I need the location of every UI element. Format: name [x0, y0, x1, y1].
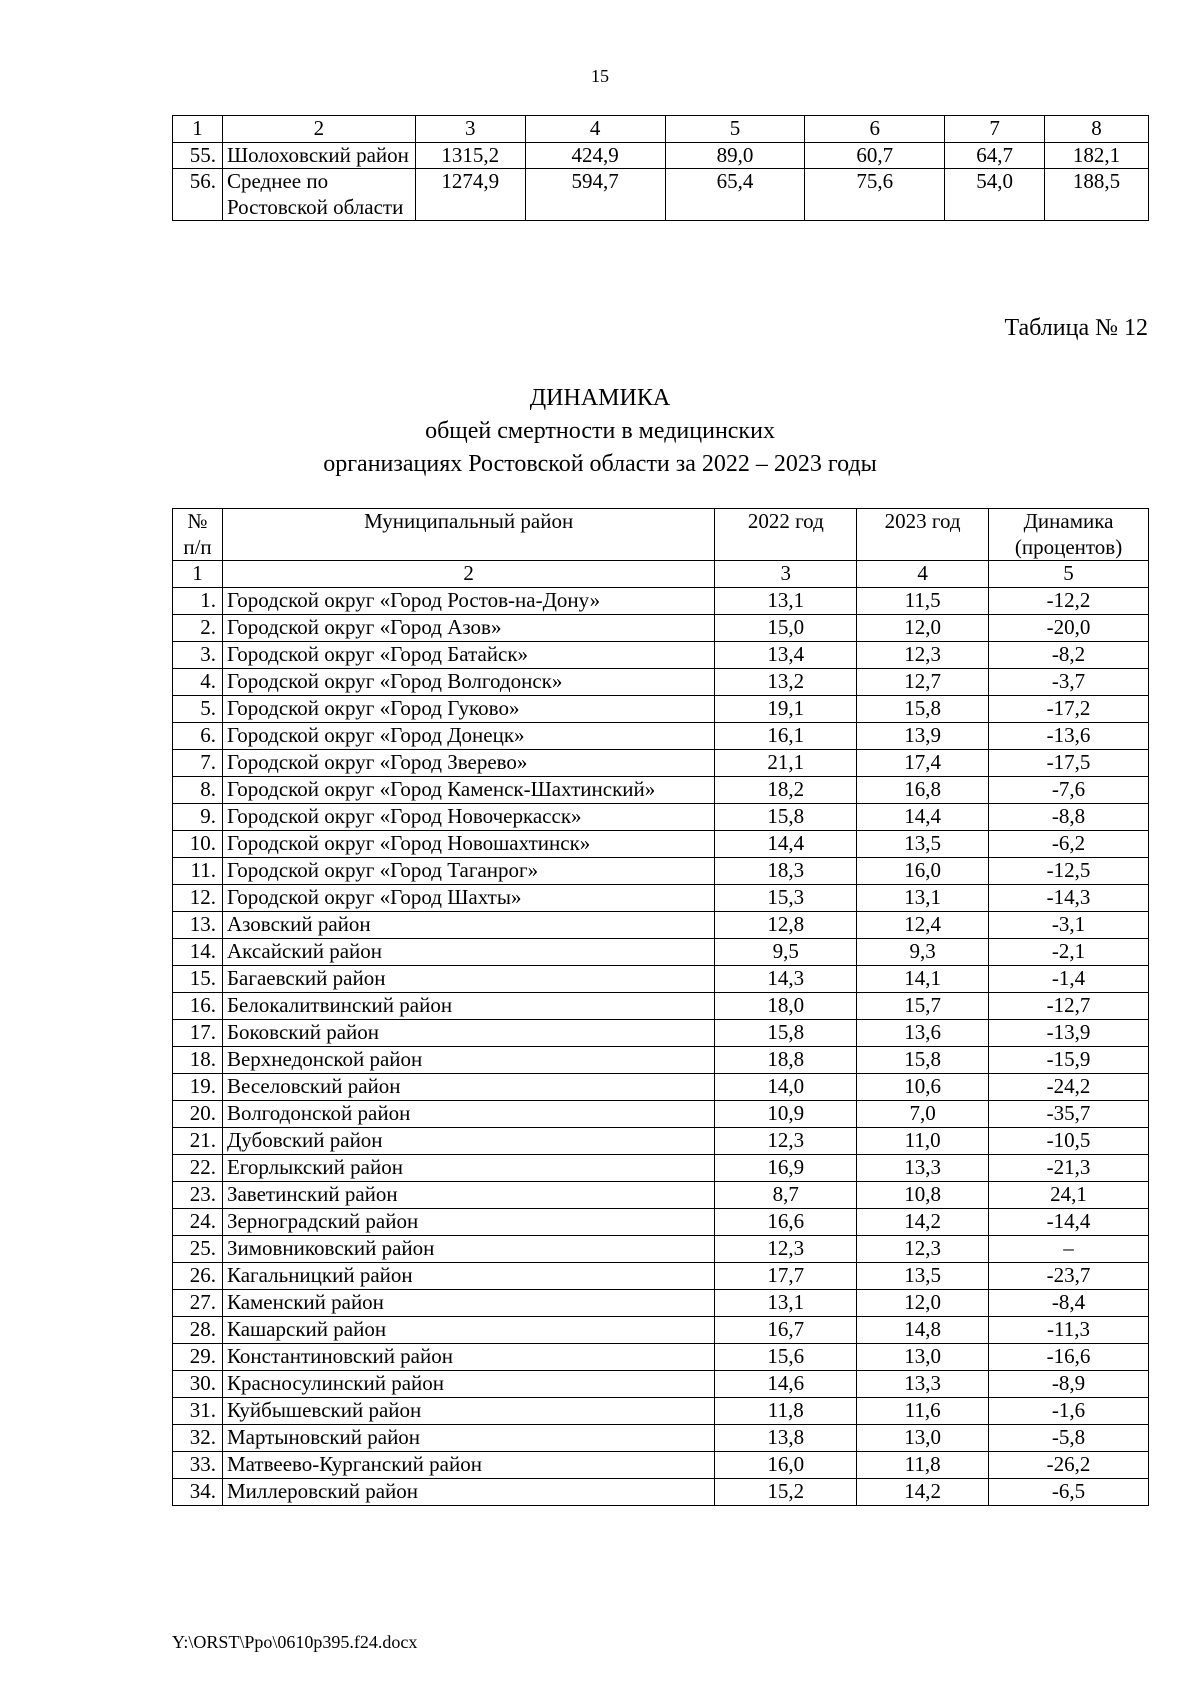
- value-dynamics: -8,9: [989, 1371, 1149, 1398]
- table-row: [173, 858, 1149, 885]
- row-number: 55.: [173, 142, 223, 169]
- value-dynamics: -26,2: [989, 1452, 1149, 1479]
- value-2023: 14,4: [857, 804, 989, 831]
- district-name: Багаевский район: [222, 966, 714, 993]
- column-number: 2: [222, 116, 415, 143]
- row-label: Шолоховский район: [222, 142, 415, 169]
- row-number: 32.: [173, 1425, 223, 1452]
- value-2023: 14,2: [857, 1209, 989, 1236]
- row-number: 20.: [173, 1101, 223, 1128]
- value-2023: 15,8: [857, 1047, 989, 1074]
- value-2023: 15,7: [857, 993, 989, 1020]
- table-row: [173, 669, 1149, 696]
- value-dynamics: -3,7: [989, 669, 1149, 696]
- value-2022: 13,1: [715, 588, 857, 615]
- value-2023: 13,3: [857, 1371, 989, 1398]
- row-number: 10.: [173, 831, 223, 858]
- value-2023: 9,3: [857, 939, 989, 966]
- value-2022: 21,1: [715, 750, 857, 777]
- row-number: 34.: [173, 1479, 223, 1506]
- row-number: 56.: [173, 169, 223, 221]
- value-2022: 12,8: [715, 912, 857, 939]
- row-number: 12.: [173, 885, 223, 912]
- value-dynamics: -13,9: [989, 1020, 1149, 1047]
- value-2022: 13,2: [715, 669, 857, 696]
- table-row: [173, 696, 1149, 723]
- value-2022: 15,0: [715, 615, 857, 642]
- value-2023: 10,8: [857, 1182, 989, 1209]
- column-number: 5: [665, 116, 805, 143]
- value-dynamics: -3,1: [989, 912, 1149, 939]
- table-row: [173, 1128, 1149, 1155]
- value-2023: 12,4: [857, 912, 989, 939]
- value-2022: 13,4: [715, 642, 857, 669]
- table-row: [173, 966, 1149, 993]
- column-number: 7: [945, 116, 1045, 143]
- value-2022: 15,8: [715, 1020, 857, 1047]
- district-name: Городской округ «Город Таганрог»: [222, 858, 714, 885]
- row-number: 11.: [173, 858, 223, 885]
- value-2023: 13,3: [857, 1155, 989, 1182]
- footer-file-path: Y:\ORST\Ppo\0610p395.f24.docx: [172, 1632, 418, 1652]
- value-2022: 15,3: [715, 885, 857, 912]
- district-name: Красносулинский район: [222, 1371, 714, 1398]
- row-number: 19.: [173, 1074, 223, 1101]
- table-row: [173, 1020, 1149, 1047]
- row-number: 31.: [173, 1398, 223, 1425]
- district-name: Кагальницкий район: [222, 1263, 714, 1290]
- value-2023: 12,0: [857, 615, 989, 642]
- value-dynamics: -1,6: [989, 1398, 1149, 1425]
- value-2022: 14,0: [715, 1074, 857, 1101]
- column-number-row: [173, 116, 1149, 143]
- column-number: 3: [415, 116, 525, 143]
- row-value: 65,4: [665, 169, 805, 221]
- table-row: [173, 1398, 1149, 1425]
- column-number: 5: [989, 561, 1149, 588]
- district-name: Городской округ «Город Донецк»: [222, 723, 714, 750]
- table-row: [173, 1074, 1149, 1101]
- district-name: Куйбышевский район: [222, 1398, 714, 1425]
- district-name: Городской округ «Город Батайск»: [222, 642, 714, 669]
- title-line-2: общей смертности в медицинских: [425, 418, 775, 445]
- district-name: Верхнедонской район: [222, 1047, 714, 1074]
- header-2023: 2023 год: [857, 509, 989, 561]
- value-2022: 18,2: [715, 777, 857, 804]
- district-name: Азовский район: [222, 912, 714, 939]
- value-2023: 11,0: [857, 1128, 989, 1155]
- value-2022: 10,9: [715, 1101, 857, 1128]
- table-row: [173, 777, 1149, 804]
- row-value: 64,7: [945, 142, 1045, 169]
- table-row: [173, 831, 1149, 858]
- row-number: 1.: [173, 588, 223, 615]
- column-number: 4: [857, 561, 989, 588]
- row-number: 24.: [173, 1209, 223, 1236]
- value-2023: 13,0: [857, 1425, 989, 1452]
- value-2023: 11,6: [857, 1398, 989, 1425]
- district-name: Каменский район: [222, 1290, 714, 1317]
- district-name: Городской округ «Город Азов»: [222, 615, 714, 642]
- value-dynamics: -6,5: [989, 1479, 1149, 1506]
- value-2022: 9,5: [715, 939, 857, 966]
- district-name: Константиновский район: [222, 1344, 714, 1371]
- value-2022: 15,2: [715, 1479, 857, 1506]
- header-num: № п/п: [173, 509, 223, 561]
- table-row: [173, 169, 1149, 221]
- row-number: 28.: [173, 1317, 223, 1344]
- district-name: Заветинский район: [222, 1182, 714, 1209]
- table-row: [173, 1182, 1149, 1209]
- table-row: [173, 1344, 1149, 1371]
- value-2023: 12,3: [857, 1236, 989, 1263]
- value-2023: 13,1: [857, 885, 989, 912]
- row-number: 33.: [173, 1452, 223, 1479]
- row-number: 8.: [173, 777, 223, 804]
- value-dynamics: -7,6: [989, 777, 1149, 804]
- table-row: [173, 993, 1149, 1020]
- district-name: Аксайский район: [222, 939, 714, 966]
- value-2023: 13,9: [857, 723, 989, 750]
- district-name: Городской округ «Город Ростов-на-Дону»: [222, 588, 714, 615]
- row-number: 3.: [173, 642, 223, 669]
- row-number: 15.: [173, 966, 223, 993]
- row-number: 16.: [173, 993, 223, 1020]
- row-value: 594,7: [525, 169, 665, 221]
- row-value: 60,7: [805, 142, 945, 169]
- table-row: [173, 1209, 1149, 1236]
- table-header-row: [173, 509, 1149, 561]
- value-2023: 12,3: [857, 642, 989, 669]
- value-2022: 17,7: [715, 1263, 857, 1290]
- value-2022: 18,8: [715, 1047, 857, 1074]
- table-row: [173, 588, 1149, 615]
- value-dynamics: -14,4: [989, 1209, 1149, 1236]
- row-value: 188,5: [1045, 169, 1149, 221]
- table-row: [173, 1479, 1149, 1506]
- table-row: [173, 723, 1149, 750]
- row-number: 17.: [173, 1020, 223, 1047]
- value-dynamics: -13,6: [989, 723, 1149, 750]
- table-row: [173, 1236, 1149, 1263]
- column-number: 6: [805, 116, 945, 143]
- district-name: Городской округ «Город Волгодонск»: [222, 669, 714, 696]
- column-number: 3: [715, 561, 857, 588]
- value-dynamics: -8,8: [989, 804, 1149, 831]
- value-2023: 14,2: [857, 1479, 989, 1506]
- page-number: 15: [591, 66, 609, 86]
- value-2022: 18,0: [715, 993, 857, 1020]
- row-label: Среднее по Ростовской области: [222, 169, 415, 221]
- value-dynamics: -24,2: [989, 1074, 1149, 1101]
- value-dynamics: -23,7: [989, 1263, 1149, 1290]
- value-2023: 14,8: [857, 1317, 989, 1344]
- title-line-1: ДИНАМИКА: [529, 385, 671, 411]
- table-row: [173, 1452, 1149, 1479]
- column-number-row: [173, 561, 1149, 588]
- previous-table-continuation: [172, 115, 1149, 221]
- district-name: Егорлыкский район: [222, 1155, 714, 1182]
- value-2023: 16,8: [857, 777, 989, 804]
- table-row: [173, 1047, 1149, 1074]
- table-row: [173, 1263, 1149, 1290]
- value-2023: 15,8: [857, 696, 989, 723]
- value-2022: 16,7: [715, 1317, 857, 1344]
- value-dynamics: -35,7: [989, 1101, 1149, 1128]
- table-row: [173, 885, 1149, 912]
- row-number: 30.: [173, 1371, 223, 1398]
- value-2023: 13,0: [857, 1344, 989, 1371]
- column-number: 8: [1045, 116, 1149, 143]
- row-number: 13.: [173, 912, 223, 939]
- district-name: Матвеево-Курганский район: [222, 1452, 714, 1479]
- table-row: [173, 1155, 1149, 1182]
- row-number: 7.: [173, 750, 223, 777]
- district-name: Городской округ «Город Новошахтинск»: [222, 831, 714, 858]
- value-2022: 16,9: [715, 1155, 857, 1182]
- value-2022: 16,6: [715, 1209, 857, 1236]
- table-row: [173, 642, 1149, 669]
- mortality-table-body: [173, 509, 1149, 1506]
- title-line-3: организациях Ростовской области за 2022 – 2023 годы: [323, 451, 877, 478]
- value-2022: 14,3: [715, 966, 857, 993]
- district-name: Зимовниковский район: [222, 1236, 714, 1263]
- value-dynamics: 24,1: [989, 1182, 1149, 1209]
- value-2022: 11,8: [715, 1398, 857, 1425]
- district-name: Городской округ «Город Шахты»: [222, 885, 714, 912]
- value-dynamics: -12,7: [989, 993, 1149, 1020]
- value-2022: 15,8: [715, 804, 857, 831]
- district-name: Веселовский район: [222, 1074, 714, 1101]
- value-2023: 17,4: [857, 750, 989, 777]
- table-row: [173, 1101, 1149, 1128]
- district-name: Городской округ «Город Новочеркасск»: [222, 804, 714, 831]
- value-2022: 14,4: [715, 831, 857, 858]
- value-dynamics: -21,3: [989, 1155, 1149, 1182]
- district-name: Миллеровский район: [222, 1479, 714, 1506]
- value-2022: 16,1: [715, 723, 857, 750]
- value-2023: 14,1: [857, 966, 989, 993]
- district-name: Кашарский район: [222, 1317, 714, 1344]
- row-value: 89,0: [665, 142, 805, 169]
- value-2022: 19,1: [715, 696, 857, 723]
- table-row: [173, 804, 1149, 831]
- value-2022: 12,3: [715, 1236, 857, 1263]
- value-dynamics: -11,3: [989, 1317, 1149, 1344]
- table-row: [173, 1290, 1149, 1317]
- table-row: [173, 1317, 1149, 1344]
- row-number: 26.: [173, 1263, 223, 1290]
- row-number: 22.: [173, 1155, 223, 1182]
- value-dynamics: –: [989, 1236, 1149, 1263]
- value-2023: 11,8: [857, 1452, 989, 1479]
- table-row: [173, 939, 1149, 966]
- district-name: Дубовский район: [222, 1128, 714, 1155]
- row-value: 54,0: [945, 169, 1045, 221]
- value-2023: 12,0: [857, 1290, 989, 1317]
- row-value: 1274,9: [415, 169, 525, 221]
- value-dynamics: -20,0: [989, 615, 1149, 642]
- value-dynamics: -17,2: [989, 696, 1149, 723]
- district-name: Городской округ «Город Зверево»: [222, 750, 714, 777]
- district-name: Мартыновский район: [222, 1425, 714, 1452]
- district-name: Боковский район: [222, 1020, 714, 1047]
- value-2023: 13,5: [857, 1263, 989, 1290]
- value-2023: 7,0: [857, 1101, 989, 1128]
- mortality-table: [172, 508, 1149, 1506]
- value-2023: 13,5: [857, 831, 989, 858]
- value-2022: 13,8: [715, 1425, 857, 1452]
- district-name: Волгодонской район: [222, 1101, 714, 1128]
- value-2022: 15,6: [715, 1344, 857, 1371]
- row-number: 18.: [173, 1047, 223, 1074]
- value-dynamics: -8,4: [989, 1290, 1149, 1317]
- value-dynamics: -14,3: [989, 885, 1149, 912]
- row-number: 2.: [173, 615, 223, 642]
- value-dynamics: -1,4: [989, 966, 1149, 993]
- value-2022: 13,1: [715, 1290, 857, 1317]
- value-dynamics: -17,5: [989, 750, 1149, 777]
- row-number: 9.: [173, 804, 223, 831]
- header-dynamics: Динамика (процентов): [989, 509, 1149, 561]
- value-dynamics: -2,1: [989, 939, 1149, 966]
- value-2022: 16,0: [715, 1452, 857, 1479]
- table-row: [173, 1371, 1149, 1398]
- district-name: Белокалитвинский район: [222, 993, 714, 1020]
- row-value: 75,6: [805, 169, 945, 221]
- column-number: 1: [173, 116, 223, 143]
- column-number: 4: [525, 116, 665, 143]
- column-number: 2: [222, 561, 714, 588]
- row-number: 14.: [173, 939, 223, 966]
- table-title: [0, 382, 1200, 481]
- district-name: Городской округ «Город Каменск-Шахтинский»: [222, 777, 714, 804]
- previous-table-body: [173, 116, 1149, 221]
- table-row: [173, 615, 1149, 642]
- value-2022: 14,6: [715, 1371, 857, 1398]
- district-name: Зерноградский район: [222, 1209, 714, 1236]
- table-row: [173, 1425, 1149, 1452]
- value-2023: 10,6: [857, 1074, 989, 1101]
- row-value: 424,9: [525, 142, 665, 169]
- row-number: 25.: [173, 1236, 223, 1263]
- row-number: 5.: [173, 696, 223, 723]
- header-2022: 2022 год: [715, 509, 857, 561]
- row-value: 182,1: [1045, 142, 1149, 169]
- table-row: [173, 142, 1149, 169]
- row-number: 23.: [173, 1182, 223, 1209]
- row-number: 27.: [173, 1290, 223, 1317]
- column-number: 1: [173, 561, 223, 588]
- row-value: 1315,2: [415, 142, 525, 169]
- value-dynamics: -10,5: [989, 1128, 1149, 1155]
- value-2023: 12,7: [857, 669, 989, 696]
- value-dynamics: -15,9: [989, 1047, 1149, 1074]
- table-caption: Таблица № 12: [1004, 315, 1148, 341]
- row-number: 29.: [173, 1344, 223, 1371]
- value-2022: 8,7: [715, 1182, 857, 1209]
- value-dynamics: -6,2: [989, 831, 1149, 858]
- value-dynamics: -12,2: [989, 588, 1149, 615]
- value-2023: 13,6: [857, 1020, 989, 1047]
- value-2022: 18,3: [715, 858, 857, 885]
- header-district: Муниципальный район: [222, 509, 714, 561]
- value-2023: 16,0: [857, 858, 989, 885]
- table-row: [173, 912, 1149, 939]
- value-dynamics: -16,6: [989, 1344, 1149, 1371]
- value-dynamics: -12,5: [989, 858, 1149, 885]
- value-2023: 11,5: [857, 588, 989, 615]
- value-dynamics: -5,8: [989, 1425, 1149, 1452]
- value-2022: 12,3: [715, 1128, 857, 1155]
- row-number: 21.: [173, 1128, 223, 1155]
- table-row: [173, 750, 1149, 777]
- district-name: Городской округ «Город Гуково»: [222, 696, 714, 723]
- value-dynamics: -8,2: [989, 642, 1149, 669]
- row-number: 6.: [173, 723, 223, 750]
- row-number: 4.: [173, 669, 223, 696]
